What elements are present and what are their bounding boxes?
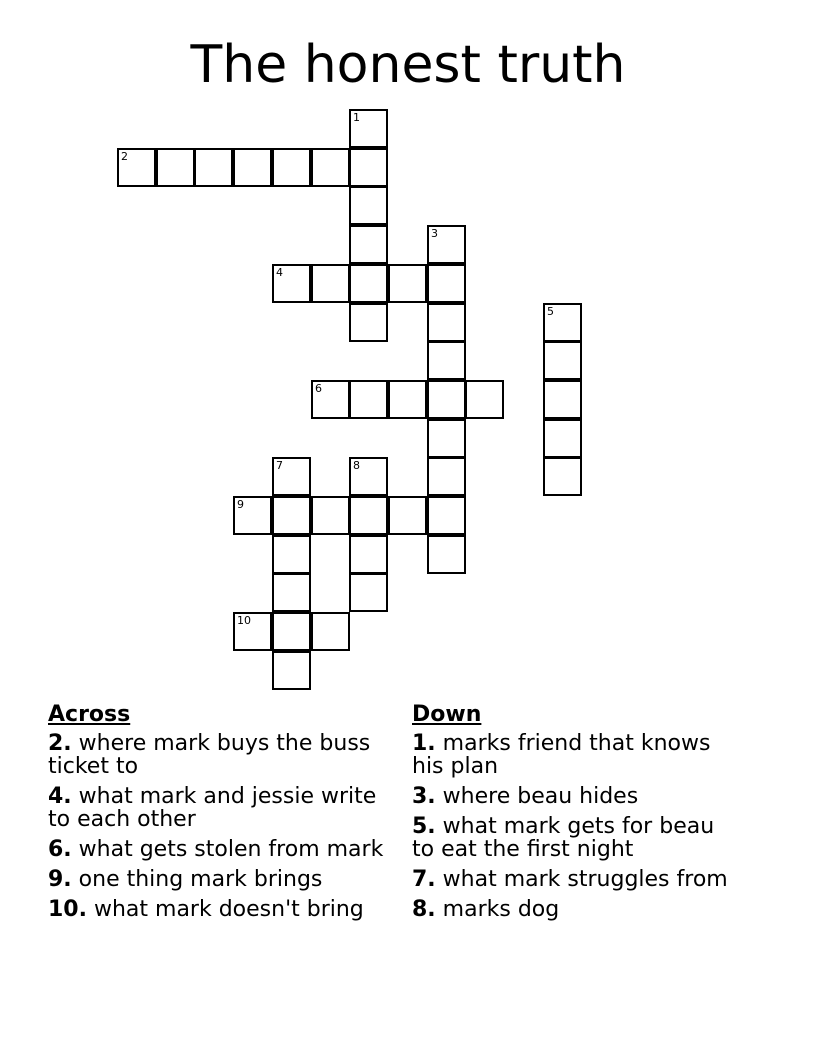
grid-cell[interactable] bbox=[543, 303, 582, 342]
grid-cell[interactable] bbox=[349, 264, 388, 303]
grid-cell[interactable] bbox=[272, 496, 311, 535]
grid-cell[interactable] bbox=[388, 496, 427, 535]
grid-cell[interactable] bbox=[349, 573, 388, 612]
grid-cell[interactable] bbox=[543, 419, 582, 458]
down-clue: 1. marks friend that knows his plan bbox=[412, 731, 711, 779]
grid-cell[interactable] bbox=[311, 264, 350, 303]
grid-cell[interactable] bbox=[349, 303, 388, 342]
grid-cell[interactable] bbox=[272, 264, 311, 303]
puzzle-title: The honest truth bbox=[190, 35, 626, 95]
grid-cell[interactable] bbox=[349, 186, 388, 225]
grid-cell[interactable] bbox=[311, 380, 350, 419]
across-clue: 2. where mark buys the buss ticket to bbox=[48, 731, 371, 779]
grid-cell[interactable] bbox=[194, 148, 233, 187]
down-clues bbox=[412, 702, 742, 928]
grid-cell[interactable] bbox=[272, 651, 311, 690]
grid-cell[interactable] bbox=[543, 457, 582, 496]
down-clue: 7. what mark struggles from bbox=[412, 867, 728, 892]
grid-cell[interactable] bbox=[427, 535, 466, 574]
clue-number: 2 bbox=[121, 150, 128, 163]
clue-number: 8 bbox=[353, 459, 360, 472]
across-heading: Across bbox=[48, 702, 131, 727]
grid-cell[interactable] bbox=[388, 380, 427, 419]
grid-cell[interactable] bbox=[543, 341, 582, 380]
across-clue: 10. what mark doesn't bring bbox=[48, 897, 364, 922]
clue-number: 10 bbox=[237, 614, 251, 627]
grid-cell[interactable] bbox=[311, 612, 350, 651]
grid-cell[interactable] bbox=[427, 457, 466, 496]
across-clue: 4. what mark and jessie write to each other bbox=[48, 784, 377, 832]
grid-cell[interactable] bbox=[427, 496, 466, 535]
grid-cell[interactable] bbox=[272, 612, 311, 651]
down-clue: 8. marks dog bbox=[412, 897, 560, 922]
grid-cell[interactable] bbox=[427, 419, 466, 458]
down-clue: 5. what mark gets for beau to eat the first night bbox=[412, 814, 715, 862]
across-clue: 9. one thing mark brings bbox=[48, 867, 323, 892]
grid-cell[interactable] bbox=[311, 148, 350, 187]
clue-number: 4 bbox=[276, 266, 283, 279]
grid-cell[interactable] bbox=[272, 535, 311, 574]
grid-cell[interactable] bbox=[311, 496, 350, 535]
grid-cell[interactable] bbox=[427, 303, 466, 342]
grid-cell[interactable] bbox=[272, 148, 311, 187]
grid-cell[interactable] bbox=[543, 380, 582, 419]
grid-cell[interactable] bbox=[349, 225, 388, 264]
grid-cell[interactable] bbox=[349, 109, 388, 148]
across-clue: 6. what gets stolen from mark bbox=[48, 837, 384, 862]
grid-cell[interactable] bbox=[233, 496, 272, 535]
grid-cell[interactable] bbox=[349, 380, 388, 419]
grid-cell[interactable] bbox=[272, 457, 311, 496]
down-heading: Down bbox=[412, 702, 482, 727]
grid-cell[interactable] bbox=[349, 535, 388, 574]
grid-cell[interactable] bbox=[427, 380, 466, 419]
grid-cell[interactable] bbox=[272, 573, 311, 612]
grid-cell[interactable] bbox=[349, 496, 388, 535]
clue-number: 6 bbox=[315, 382, 322, 395]
clue-number: 7 bbox=[276, 459, 283, 472]
grid-cell[interactable] bbox=[388, 264, 427, 303]
grid-cell[interactable] bbox=[427, 225, 466, 264]
across-clues bbox=[48, 702, 398, 928]
clue-number: 9 bbox=[237, 498, 244, 511]
clue-number: 1 bbox=[353, 111, 360, 124]
clue-number: 3 bbox=[431, 227, 438, 240]
grid-cell[interactable] bbox=[117, 148, 156, 187]
clue-number: 5 bbox=[547, 305, 554, 318]
grid-cell[interactable] bbox=[233, 148, 272, 187]
grid-cell[interactable] bbox=[349, 457, 388, 496]
grid-cell[interactable] bbox=[427, 264, 466, 303]
grid-cell[interactable] bbox=[427, 341, 466, 380]
grid-cell[interactable] bbox=[233, 612, 272, 651]
grid-cell[interactable] bbox=[465, 380, 504, 419]
down-clue: 3. where beau hides bbox=[412, 784, 639, 809]
grid-cell[interactable] bbox=[349, 148, 388, 187]
grid-cell[interactable] bbox=[156, 148, 195, 187]
